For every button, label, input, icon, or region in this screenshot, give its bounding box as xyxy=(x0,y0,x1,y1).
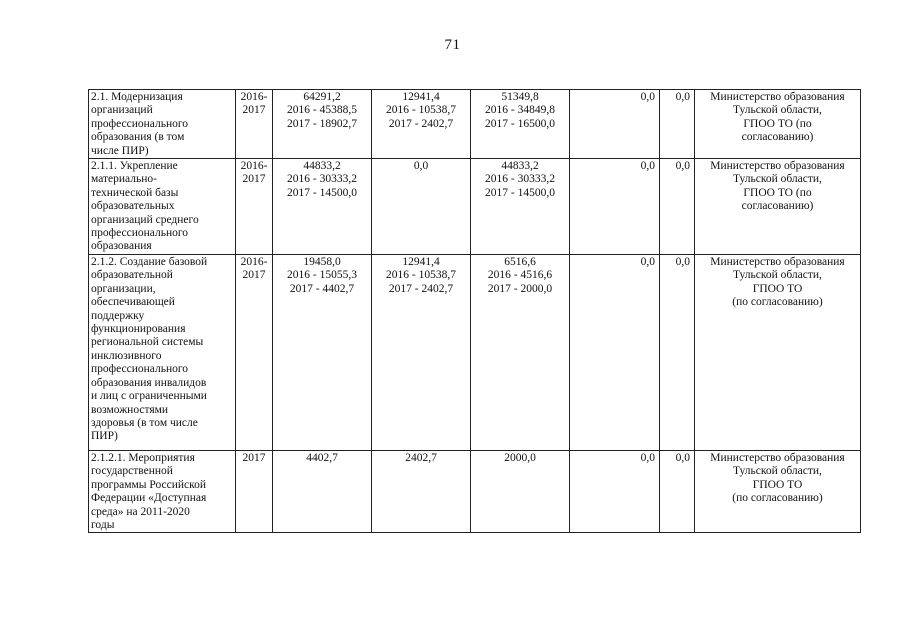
years-line: 2016- xyxy=(240,256,268,269)
responsible-executor-line: согласованию) xyxy=(741,200,814,213)
regional-budget-line: 12941,4 xyxy=(402,256,440,269)
federal-budget-cell xyxy=(471,451,570,533)
responsible-executor-line: ГПОО ТО xyxy=(752,478,803,491)
years-cell xyxy=(236,159,273,255)
regional-budget-cell xyxy=(372,451,471,533)
responsible-executor-line: Министерство образования xyxy=(710,256,845,269)
activity-name-line: и лиц с ограниченными xyxy=(91,390,207,403)
local-budget-cell: 0,0 xyxy=(570,159,660,255)
years-cell xyxy=(236,451,273,533)
local-budget-cell: 0,0 xyxy=(570,451,660,533)
federal-budget-line: 44833,2 xyxy=(501,160,539,173)
regional-budget-cell xyxy=(372,255,471,451)
activity-name-cell xyxy=(89,255,236,451)
total-funding-line: 2016 - 15055,3 xyxy=(287,269,357,282)
activity-name-line: государственной xyxy=(91,465,173,478)
program-table xyxy=(88,89,861,533)
responsible-executor-line: Тульской области, xyxy=(733,269,822,282)
table-row xyxy=(89,451,861,533)
responsible-executor-line: Министерство образования xyxy=(710,91,845,103)
responsible-executor-line: Тульской области, xyxy=(733,104,822,117)
responsible-executor-cell xyxy=(695,159,861,255)
federal-budget-cell xyxy=(471,255,570,451)
years-cell xyxy=(236,255,273,451)
activity-name-line: поддержку xyxy=(91,309,145,322)
activity-name-line: региональной системы xyxy=(91,336,204,349)
federal-budget-cell xyxy=(471,90,570,159)
responsible-executor-line: Тульской области, xyxy=(733,465,822,478)
activity-name-line: функционирования xyxy=(91,323,186,336)
years-line: 2017 xyxy=(242,173,266,186)
activity-name-line: обеспечивающей xyxy=(91,296,175,309)
responsible-executor-line: Министерство образования xyxy=(710,160,845,173)
total-funding-line: 44833,2 xyxy=(303,160,341,173)
federal-budget-line: 2017 - 14500,0 xyxy=(485,186,555,199)
responsible-executor-line: Тульской области, xyxy=(733,173,822,186)
federal-budget-line: 2017 - 2000,0 xyxy=(487,282,553,295)
table-row xyxy=(89,255,861,451)
regional-budget-line: 2017 - 2402,7 xyxy=(388,117,454,130)
activity-name-line: 2.1.1. Укрепление xyxy=(91,160,178,173)
total-funding-line: 19458,0 xyxy=(303,256,341,269)
federal-budget-line: 2016 - 34849,8 xyxy=(485,104,555,117)
federal-budget-line: 6516,6 xyxy=(504,256,536,269)
activity-name-line: возможностями xyxy=(91,403,169,416)
activity-name-line: Федерации «Доступная xyxy=(91,492,207,505)
federal-budget-line: 2016 - 4516,6 xyxy=(487,269,553,282)
federal-budget-line: 51349,8 xyxy=(501,91,539,103)
activity-name-line: организаций xyxy=(91,104,153,117)
responsible-executor-cell xyxy=(695,451,861,533)
activity-name-cell xyxy=(89,451,236,533)
years-cell xyxy=(236,90,273,159)
extrabudgetary-cell: 0,0 xyxy=(660,451,695,533)
extrabudgetary-cell: 0,0 xyxy=(660,90,695,159)
responsible-executor-line: согласованию) xyxy=(741,131,814,144)
table-row xyxy=(89,90,861,159)
activity-name-line: среда» на 2011-2020 xyxy=(91,505,190,518)
local-budget-cell: 0,0 xyxy=(570,255,660,451)
regional-budget-line: 2017 - 2402,7 xyxy=(388,282,454,295)
total-funding-line: 2017 - 14500,0 xyxy=(287,186,357,199)
regional-budget-cell xyxy=(372,90,471,159)
activity-name-line: материально- xyxy=(91,173,157,186)
activity-name-line: 2.1.2.1. Мероприятия xyxy=(91,452,195,465)
activity-name-line: образования инвалидов xyxy=(91,376,207,389)
responsible-executor-cell xyxy=(695,90,861,159)
activity-name-line: профессионального xyxy=(91,227,189,240)
activity-name-line: 2.1. Модернизация xyxy=(91,91,183,103)
table-body xyxy=(89,90,861,533)
activity-name-line: профессионального xyxy=(91,363,189,376)
years-line: 2016- xyxy=(240,91,268,103)
activity-name-line: образовательных xyxy=(91,200,175,213)
responsible-executor-line: ГПОО ТО xyxy=(752,282,803,295)
extrabudgetary-cell: 0,0 xyxy=(660,255,695,451)
federal-budget-cell xyxy=(471,159,570,255)
activity-name-line: организаций среднего xyxy=(91,213,199,226)
activity-name-line: числе ПИР) xyxy=(91,144,149,157)
total-funding-line: 64291,2 xyxy=(303,91,341,103)
federal-budget-line: 2016 - 30333,2 xyxy=(485,173,555,186)
responsible-executor-line: ГПОО ТО (по xyxy=(743,186,812,199)
years-line: 2017 xyxy=(242,269,266,282)
activity-name-line: образования (в том xyxy=(91,131,185,144)
activity-name-line: профессионального xyxy=(91,117,189,130)
activity-name-line: здоровья (в том числе xyxy=(91,416,198,429)
total-funding-line: 2016 - 30333,2 xyxy=(287,173,357,186)
total-funding-cell xyxy=(273,451,372,533)
table-row xyxy=(89,159,861,255)
extrabudgetary-cell: 0,0 xyxy=(660,159,695,255)
activity-name-line: образовательной xyxy=(91,269,173,282)
responsible-executor-line: ГПОО ТО (по xyxy=(743,117,812,130)
total-funding-line: 2016 - 45388,5 xyxy=(287,104,357,117)
regional-budget-cell xyxy=(372,159,471,255)
activity-name-line: 2.1.2. Создание базовой xyxy=(91,256,208,269)
years-line: 2016- xyxy=(240,160,268,173)
federal-budget-line: 2000,0 xyxy=(504,452,536,465)
total-funding-cell xyxy=(273,90,372,159)
regional-budget-line: 2016 - 10538,7 xyxy=(386,104,456,117)
activity-name-line: ПИР) xyxy=(91,430,118,443)
regional-budget-line: 2402,7 xyxy=(405,452,437,465)
responsible-executor-cell xyxy=(695,255,861,451)
activity-name-line: образования xyxy=(91,240,152,253)
responsible-executor-line: Министерство образования xyxy=(710,452,845,465)
responsible-executor-line: (по согласованию) xyxy=(732,296,823,309)
regional-budget-line: 0,0 xyxy=(413,160,429,173)
total-funding-line: 4402,7 xyxy=(306,452,338,465)
years-line: 2017 xyxy=(242,104,266,117)
activity-name-line: технической базы xyxy=(91,186,179,199)
responsible-executor-line: (по согласованию) xyxy=(732,492,823,505)
activity-name-line: годы xyxy=(91,519,115,532)
federal-budget-line: 2017 - 16500,0 xyxy=(485,117,555,130)
activity-name-line: организации, xyxy=(91,282,156,295)
activity-name-cell xyxy=(89,90,236,159)
regional-budget-line: 12941,4 xyxy=(402,91,440,103)
total-funding-cell xyxy=(273,255,372,451)
years-line: 2017 xyxy=(242,452,266,465)
local-budget-cell: 0,0 xyxy=(570,90,660,159)
activity-name-line: программы Российской xyxy=(91,478,207,491)
activity-name-line: инклюзивного xyxy=(91,349,162,362)
total-funding-cell xyxy=(273,159,372,255)
activity-name-cell xyxy=(89,159,236,255)
total-funding-line: 2017 - 4402,7 xyxy=(289,282,355,295)
page-number: 71 xyxy=(444,37,461,53)
regional-budget-line: 2016 - 10538,7 xyxy=(386,269,456,282)
total-funding-line: 2017 - 18902,7 xyxy=(287,117,357,130)
